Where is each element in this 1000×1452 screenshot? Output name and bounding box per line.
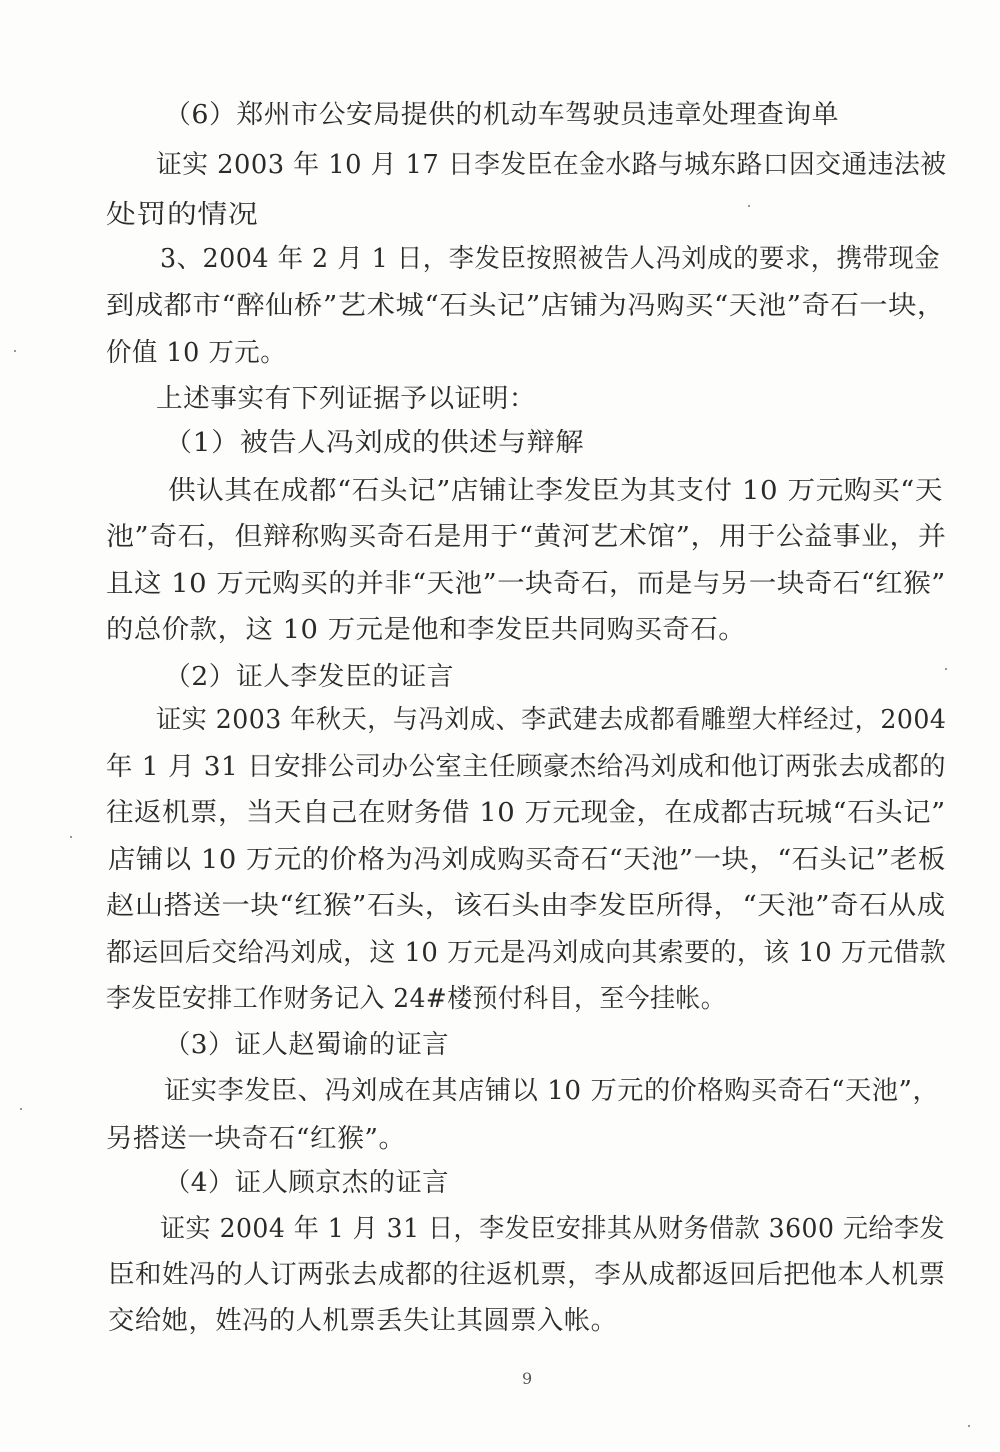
evidence-item-6-heading: （6）郑州市公安局提供的机动车驾驶员违章处理查询单 — [164, 100, 840, 130]
paragraph-line: 臣和姓冯的人订两张去成都的往返机票，李从成都返回后把他本人机票 — [108, 1260, 946, 1290]
paragraph-line: 处罚的情况 — [106, 200, 259, 230]
paragraph-line: 3、2004 年 2 月 1 日，李发臣按照被告人冯刘成的要求，携带现金 — [160, 244, 941, 274]
paragraph-line: 的总价款，这 10 万元是他和李发臣共同购买奇石。 — [106, 615, 747, 645]
scan-speck — [945, 668, 947, 670]
paragraph-line: 供认其在成都“石头记”店铺让李发臣为其支付 10 万元购买“天 — [168, 476, 943, 506]
paragraph-line: 且这 10 万元购买的并非“天池”一块奇石，而是与另一块奇石“红猴” — [106, 569, 946, 599]
scan-speck — [748, 205, 750, 207]
paragraph-line: 证实 2004 年 1 月 31 日，李发臣安排其从财务借款 3600 元给李发 — [160, 1214, 946, 1244]
paragraph-line: 池”奇石，但辩称购买奇石是用于“黄河艺术馆”，用于公益事业，并 — [106, 522, 947, 552]
paragraph-line: 都运回后交给冯刘成，这 10 万元是冯刘成向其索要的，该 10 万元借款 — [106, 938, 947, 968]
evidence-item-4-heading: （4）证人顾京杰的证言 — [164, 1168, 450, 1198]
evidence-item-3-heading: （3）证人赵蜀谕的证言 — [164, 1030, 450, 1060]
paragraph-line: 证实 2003 年秋天，与冯刘成、李武建去成都看雕塑大样经过，2004 — [156, 705, 947, 735]
section-intro: 上述事实有下列证据予以证明： — [156, 384, 537, 414]
paragraph-line: 另搭送一块奇石“红猴”。 — [106, 1124, 406, 1154]
paragraph-line: 证实 2003 年 10 月 17 日李发臣在金水路与城东路口因交通违法被 — [156, 150, 947, 180]
evidence-item-1-heading: （1）被告人冯刘成的供述与辩解 — [164, 428, 585, 458]
scan-speck — [968, 1425, 970, 1427]
paragraph-line: 年 1 月 31 日安排公司办公室主任顾豪杰给冯刘成和他订两张去成都的 — [106, 752, 947, 782]
evidence-item-2-heading: （2）证人李发臣的证言 — [164, 662, 455, 692]
paragraph-line: 李发臣安排工作财务记入 24#楼预付科目，至今挂帐。 — [106, 984, 727, 1014]
paragraph-line: 交给她，姓冯的人机票丢失让其圆票入帐。 — [108, 1306, 618, 1336]
paragraph-line: 店铺以 10 万元的价格为冯刘成购买奇石“天池”一块，“石头记”老板 — [108, 845, 946, 875]
paragraph-line: 证实李发臣、冯刘成在其店铺以 10 万元的价格购买奇石“天池”， — [164, 1076, 940, 1106]
paragraph-line: 到成都市“醉仙桥”艺术城“石头记”店铺为冯购买“天池”奇石一块， — [106, 291, 946, 321]
paragraph-line: 价值 10 万元。 — [106, 338, 287, 368]
paragraph-line: 往返机票，当天自己在财务借 10 万元现金，在成都古玩城“石头记” — [106, 798, 946, 828]
scan-speck — [70, 836, 72, 838]
page-number: 9 — [522, 1369, 533, 1388]
paragraph-line: 赵山搭送一块“红猴”石头，该石头由李发臣所得，“天池”奇石从成 — [106, 891, 946, 921]
scan-speck — [14, 350, 16, 352]
scan-speck — [20, 1108, 22, 1110]
